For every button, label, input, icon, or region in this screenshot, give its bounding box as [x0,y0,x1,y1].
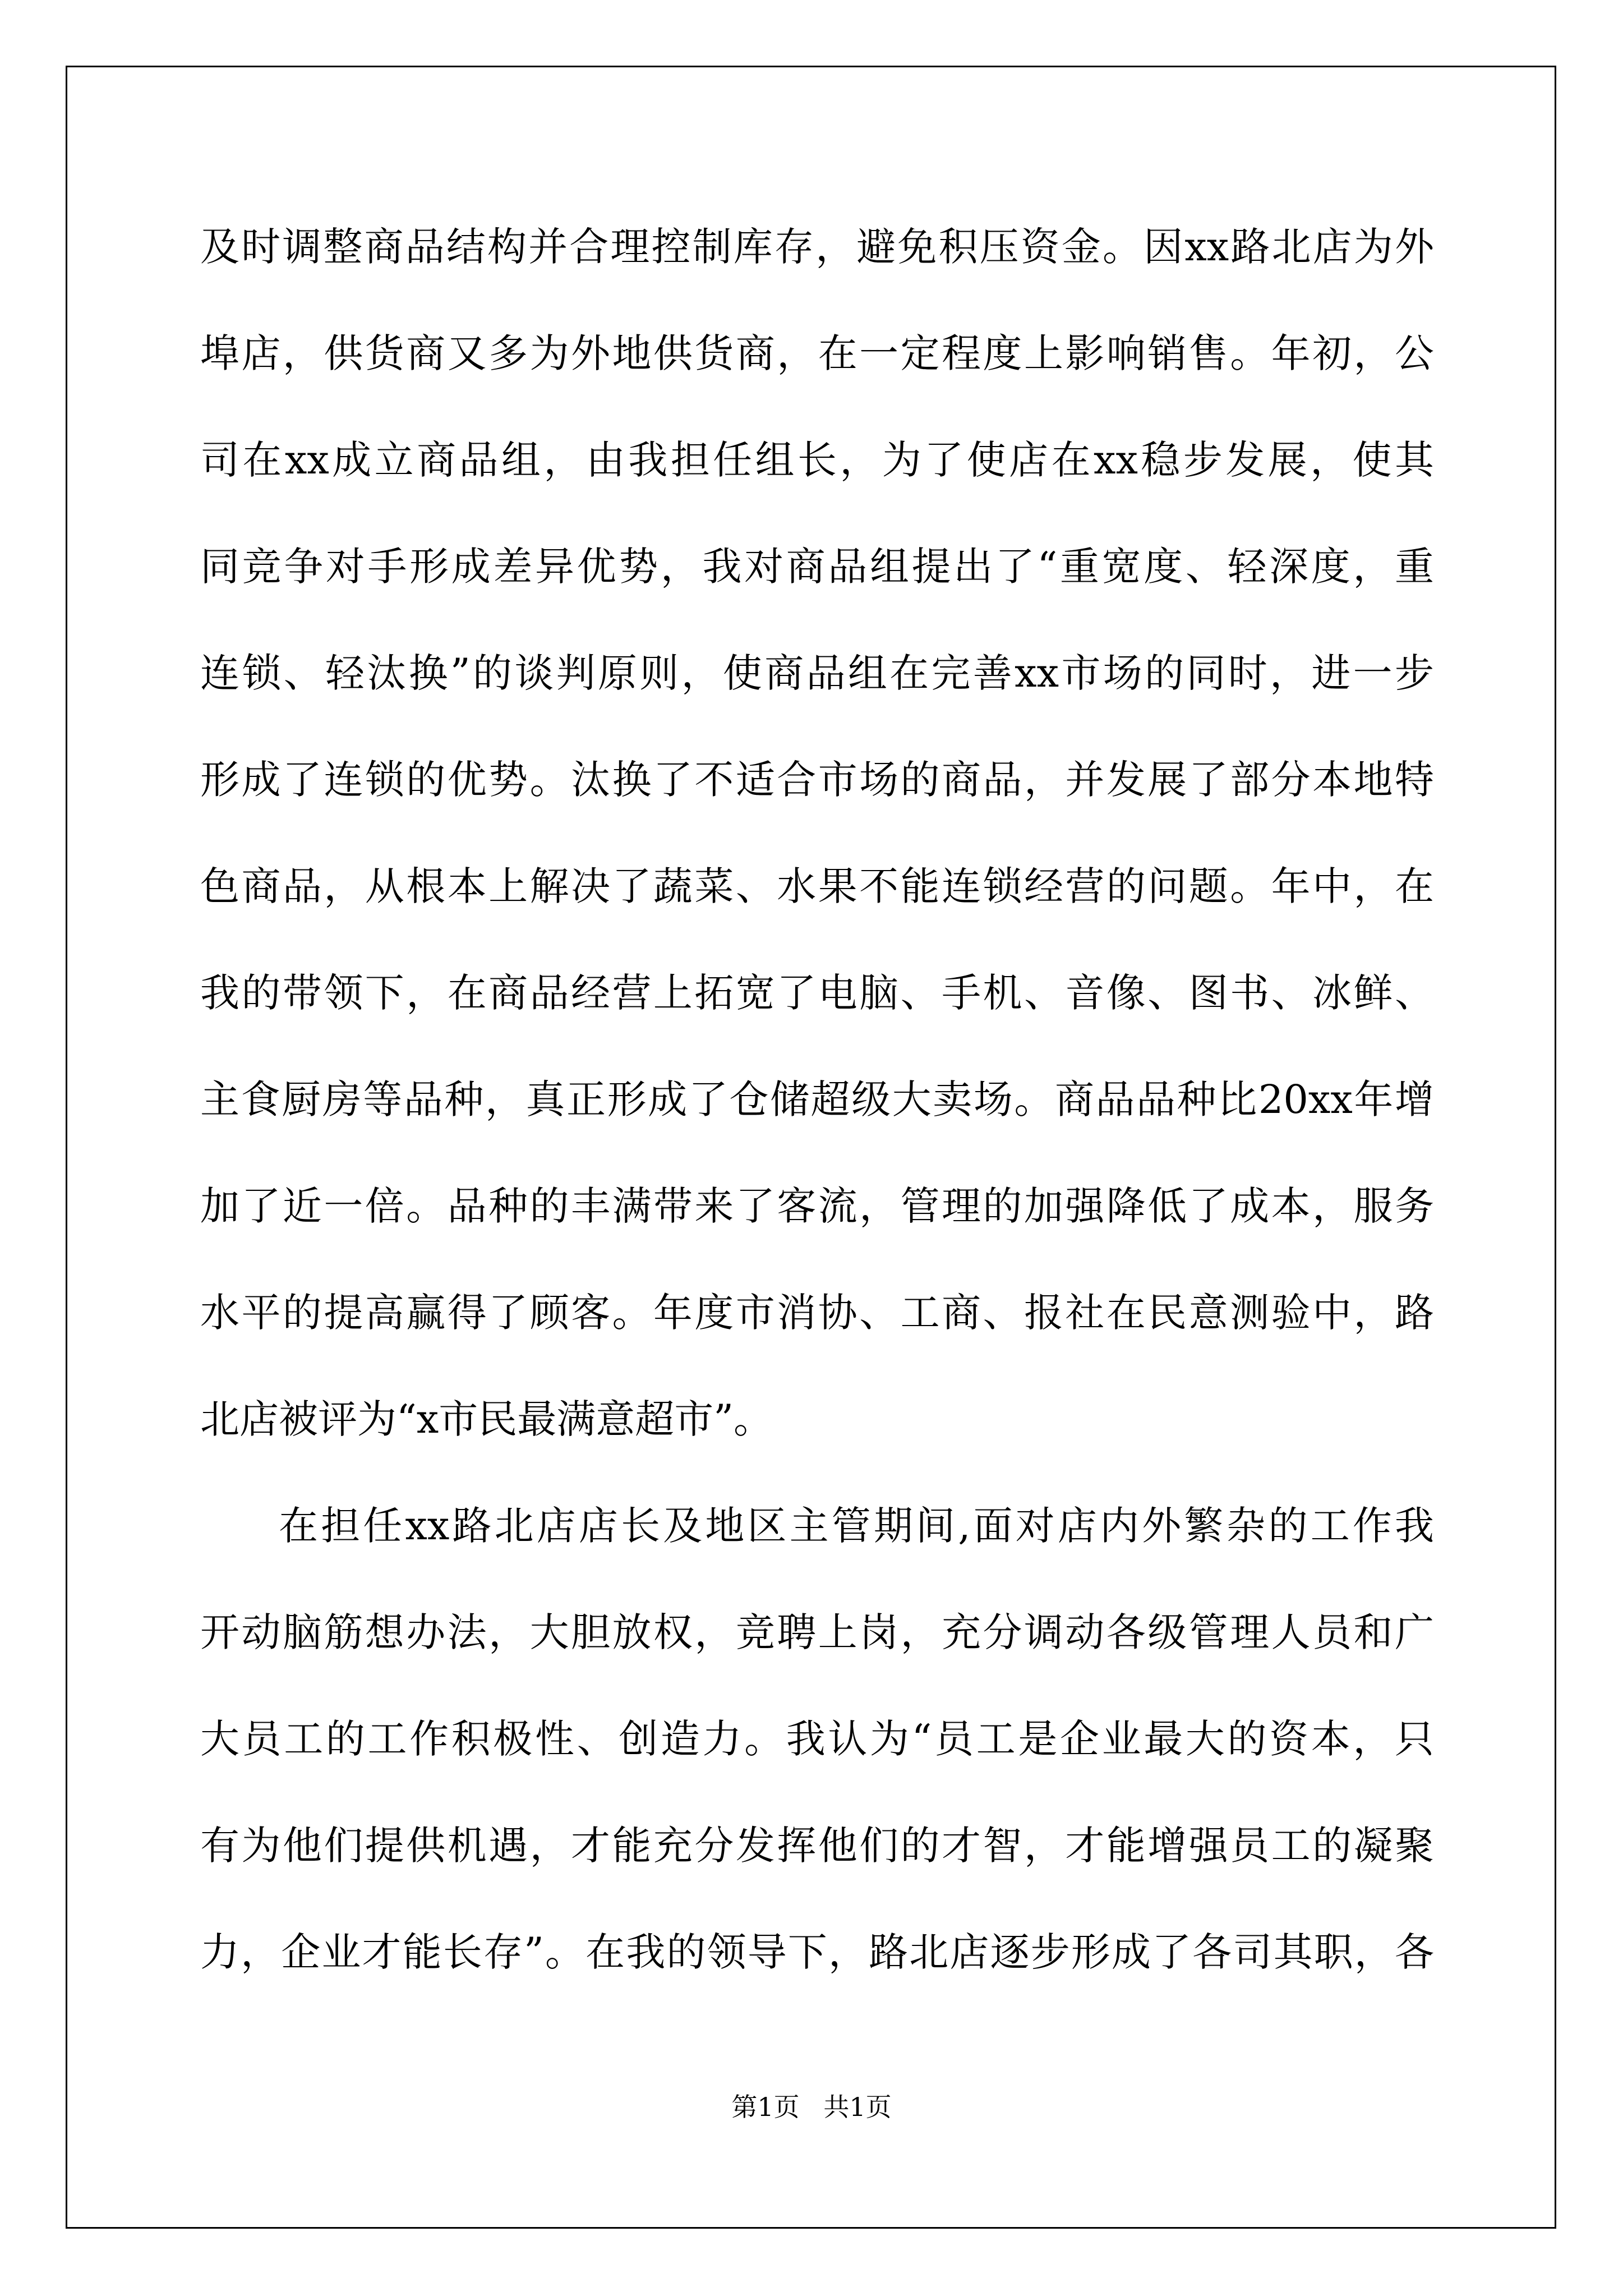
paragraph-1-line-4: 同竞争对手形成差异优势，我对商品组提出了“重宽度、轻深度，重 [200,544,1434,590]
page-number-current: 第1页 [731,2092,800,2122]
paragraph-1-line-6: 形成了连锁的优势。汰换了不适合市场的商品，并发展了部分本地特 [200,757,1434,803]
paragraph-1-line-11: 水平的提高赢得了顾客。年度市消协、工商、报社在民意测验中，路 [200,1290,1434,1336]
paragraph-1-line-1: 及时调整商品结构并合理控制库存，避免积压资金。因xx路北店为外 [200,224,1434,270]
paragraph-2-line-2: 开动脑筋想办法，大胆放权，竞聘上岗，充分调动各级管理人员和广 [200,1609,1434,1655]
paragraph-1-line-12: 北店被评为“x市民最满意超市”。 [200,1396,773,1442]
paragraph-2-line-5: 力，企业才能长存”。在我的领导下，路北店逐步形成了各司其职，各 [200,1929,1434,1975]
page-footer [0,2087,1623,2124]
paragraph-2-line-1: 在担任xx路北店店长及地区主管期间,面对店内外繁杂的工作我 [279,1503,1434,1549]
paragraph-1-line-8: 我的带领下，在商品经营上拓宽了电脑、手机、音像、图书、冰鲜、 [200,970,1434,1016]
page-number-total: 共1页 [823,2092,892,2122]
paragraph-1-line-2: 埠店，供货商又多为外地供货商，在一定程度上影响销售。年初，公 [200,330,1434,376]
paragraph-1-line-7: 色商品，从根本上解决了蔬菜、水果不能连锁经营的问题。年中，在 [200,863,1434,909]
paragraph-1-line-3: 司在xx成立商品组，由我担任组长，为了使店在xx稳步发展，使其 [200,437,1434,483]
paragraph-1-line-5: 连锁、轻汰换”的谈判原则，使商品组在完善xx市场的同时，进一步 [200,650,1434,696]
paragraph-1-line-9: 主食厨房等品种，真正形成了仓储超级大卖场。商品品种比20xx年增 [200,1076,1434,1122]
paragraph-1-line-10: 加了近一倍。品种的丰满带来了客流，管理的加强降低了成本，服务 [200,1183,1434,1229]
page-border [66,66,1556,2229]
paragraph-2-line-4: 有为他们提供机遇，才能充分发挥他们的才智，才能增强员工的凝聚 [200,1823,1434,1869]
paragraph-2-line-3: 大员工的工作积极性、创造力。我认为“员工是企业最大的资本，只 [200,1716,1434,1762]
